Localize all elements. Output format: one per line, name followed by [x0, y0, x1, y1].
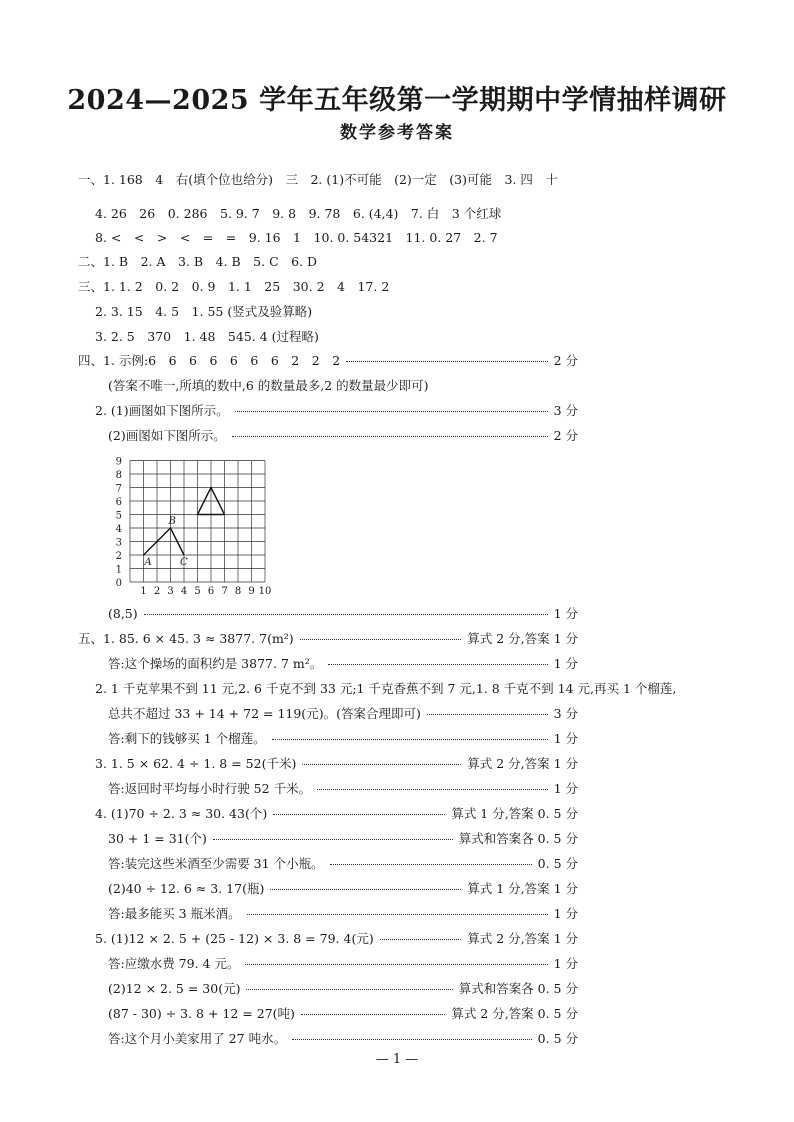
answer-line: [108, 856, 578, 872]
dot-leader: [144, 614, 548, 615]
score: 算式和答案各 0. 5 分: [458, 831, 578, 846]
y-tick-label: 7: [115, 483, 122, 495]
point-label: A: [144, 557, 152, 568]
dot-leader: [246, 989, 452, 990]
answer-text: 答:剩下的钱够买 1 个榴莲。: [108, 731, 266, 746]
score: 算式 2 分,答案 1 分: [467, 756, 578, 771]
coordinate-grid: [104, 450, 274, 600]
answer-line: [95, 756, 578, 772]
dot-leader: [380, 939, 462, 940]
dot-leader: [317, 789, 547, 790]
answer-line: [95, 806, 578, 822]
answer-text: 答:这个月小美家用了 27 吨水。: [108, 1031, 287, 1046]
answer-line: 2. 1 千克苹果不到 11 元,2. 6 千克不到 33 元;1 千克香蕉不到 7 元,1. 8 千克不到 14 元,再买 1 个榴莲,: [95, 681, 677, 696]
x-tick-label: 4: [180, 586, 188, 597]
answer-line: [108, 781, 578, 797]
answer-line: 8. < < > < = = 9. 16 1 10. 0. 54321 11. 0. 27 2. 7: [95, 230, 498, 245]
answer-text: (8,5): [108, 606, 138, 621]
y-tick-label: 0: [115, 578, 122, 589]
score: 算式 2 分,答案 1 分: [467, 631, 578, 646]
answer-text: 4. (1)70 ÷ 2. 3 ≈ 30. 43(个): [95, 806, 268, 821]
dot-leader: [270, 889, 461, 890]
y-tick-label: 8: [115, 470, 122, 481]
score: 1 分: [553, 731, 578, 746]
answer-line: [108, 656, 578, 672]
score: 2 分: [553, 353, 578, 368]
y-tick-label: 6: [115, 497, 122, 508]
y-tick-label: 2: [115, 551, 122, 562]
score: 1 分: [553, 606, 578, 621]
score: 2 分: [553, 428, 578, 443]
score: 0. 5 分: [537, 856, 578, 871]
dot-leader: [346, 361, 547, 362]
answer-text: 3. 1. 5 × 62. 4 ÷ 1. 8 = 52(千米): [95, 756, 297, 771]
dot-leader: [300, 639, 462, 640]
answer-note: (答案不唯一,所填的数中,6 的数量最多,2 的数量最少即可): [108, 378, 429, 393]
dot-leader: [235, 411, 548, 412]
score: 算式 1 分,答案 0. 5 分: [451, 806, 578, 821]
answer-line: [108, 956, 578, 972]
dot-leader: [273, 814, 445, 815]
answer-text: 2. (1)画图如下图所示。: [95, 403, 229, 418]
y-tick-label: 9: [115, 456, 122, 468]
answer-text: (2)12 × 2. 5 = 30(元): [108, 981, 241, 996]
y-tick-label: 3: [115, 537, 122, 549]
dot-leader: [213, 839, 453, 840]
answer-line: [108, 706, 578, 722]
answer-line: [108, 1031, 578, 1047]
x-tick-label: 7: [221, 586, 228, 597]
x-tick-label: 1: [140, 586, 147, 597]
score: 算式 2 分,答案 0. 5 分: [451, 1006, 578, 1021]
answer-line: [78, 631, 578, 647]
answer-text: (2)画图如下图所示。: [108, 428, 226, 443]
answer-line: [108, 1006, 578, 1022]
page-subtitle: 数学参考答案: [340, 123, 454, 143]
answer-text: 四、1. 示例:6 6 6 6 6 6 6 2 2 2: [78, 353, 341, 368]
x-tick-label: 2: [153, 586, 161, 597]
answer-line: 2. 3. 15 4. 5 1. 55 (竖式及验算略): [95, 304, 313, 319]
answer-line: 三、1. 1. 2 0. 2 0. 9 1. 1 25 30. 2 4 17. 2: [78, 279, 390, 294]
answer-line: [95, 403, 578, 419]
score: 算式和答案各 0. 5 分: [458, 981, 578, 996]
answer-line: 一、1. 168 4 右(填个位也给分) 三 2. (1)不可能 (2)一定 (3)可能 3. 四 十: [78, 172, 558, 187]
answer-text: 答:这个操场的面积约是 3877. 7 m²。: [108, 656, 323, 671]
answer-text: 总共不超过 33 + 14 + 72 = 119(元)。(答案合理即可): [108, 706, 421, 721]
score: 1 分: [553, 656, 578, 671]
y-tick-label: 5: [115, 510, 122, 522]
score: 1 分: [553, 956, 578, 971]
answer-line: 二、1. B 2. A 3. B 4. B 5. C 6. D: [78, 254, 318, 269]
y-tick-label: 4: [115, 524, 122, 535]
x-tick-label: 6: [207, 586, 215, 597]
dot-leader: [330, 864, 532, 865]
score: 0. 5 分: [537, 1031, 578, 1046]
answer-line: [108, 428, 578, 444]
answer-line: [108, 731, 578, 747]
score: 算式 2 分,答案 1 分: [467, 931, 578, 946]
x-tick-label: 5: [194, 586, 201, 597]
x-tick-label: 3: [167, 586, 174, 597]
dot-leader: [232, 436, 548, 437]
answer-line: [108, 606, 578, 622]
x-tick-label: 8: [234, 586, 242, 597]
answer-text: (2)40 ÷ 12. 6 ≈ 3. 17(瓶): [108, 881, 265, 896]
answer-text: 答:应缴水费 79. 4 元。: [108, 956, 240, 971]
answer-text: 5. (1)12 × 2. 5 + (25 - 12) × 3. 8 = 79. 4(元): [95, 931, 374, 946]
score: 3 分: [553, 403, 578, 418]
answer-text: (87 - 30) ÷ 3. 8 + 12 = 27(吨): [108, 1006, 295, 1021]
score: 算式 1 分,答案 1 分: [467, 881, 578, 896]
answer-text: 30 + 1 = 31(个): [108, 831, 207, 846]
answer-line: [95, 931, 578, 947]
point-label: B: [168, 516, 176, 527]
x-tick-label: 9: [248, 586, 255, 597]
answer-line: [108, 831, 578, 847]
dot-leader: [247, 914, 548, 915]
y-tick-label: 1: [115, 564, 122, 576]
answer-text: 答:返回时平均每小时行驶 52 千米。: [108, 781, 312, 796]
score: 3 分: [553, 706, 578, 721]
dot-leader: [292, 1039, 532, 1040]
answer-text: 五、1. 85. 6 × 45. 3 ≈ 3877. 7(m²): [78, 631, 294, 646]
dot-leader: [301, 1014, 445, 1015]
answer-line: [78, 353, 578, 369]
answer-line: [108, 881, 578, 897]
answer-text: 答:装完这些米酒至少需要 31 个小瓶。: [108, 856, 324, 871]
page-title: 2024—2025 学年五年级第一学期期中学情抽样调研: [67, 85, 727, 116]
dot-leader: [245, 964, 547, 965]
answer-line: 4. 26 26 0. 286 5. 9. 7̇ 9. 8 9. 78 6. (4,4) 7. 白 3 个红球: [95, 206, 502, 221]
dot-leader: [427, 714, 548, 715]
score: 1 分: [553, 781, 578, 796]
dot-leader: [272, 739, 548, 740]
answer-line: 3. 2. 5 370 1. 48 545. 4 (过程略): [95, 329, 319, 344]
answer-line: [108, 906, 578, 922]
point-label: C: [180, 557, 188, 568]
dot-leader: [328, 664, 547, 665]
dot-leader: [302, 764, 461, 765]
page-number: — 1 —: [375, 1052, 419, 1067]
answer-text: 答:最多能买 3 瓶米酒。: [108, 906, 241, 921]
x-tick-label: 10: [258, 586, 272, 597]
score: 1 分: [553, 906, 578, 921]
answer-line: [108, 981, 578, 997]
